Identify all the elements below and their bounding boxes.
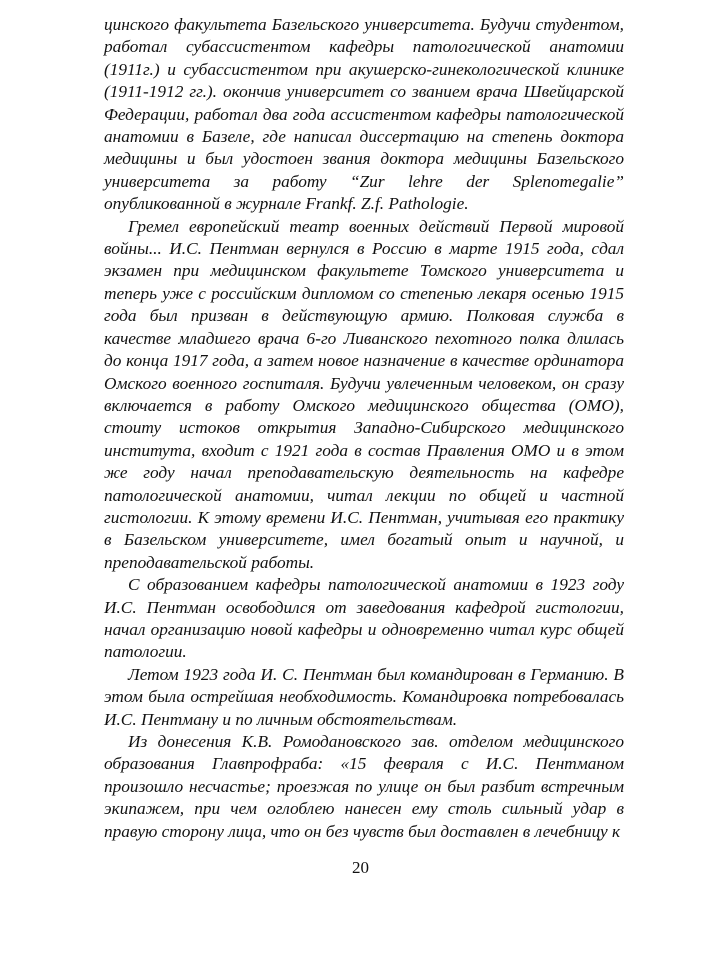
page-number: 20 [352, 858, 369, 877]
paragraph: С образованием кафедры патологической анатомии в 1923 году И.С. Пентман освободился от заведования кафедрой гистологии, начал организацию новой кафедры и одновременно читал курс общей патологии. [104, 575, 624, 662]
paragraph-continued: цинского факультета Базельского университета. Будучи студентом, работал субассистентом кафедры патологической анатомии (1911г.) и субассистентом при акушерско-гинекологической клинике (1911-1912 гг.). окончив университет со званием врача Швейцарской Федерации, работал два года ассистентом кафедры патологической анатомии в Базеле, где написал диссертацию на степень доктора медицины и был удостоен звания доктора медицины Базельского университета за работу “Zur lehre der Splenomegalie” опубликованной в журнале Frankf. Z.f. Pathologie. [104, 15, 624, 214]
paragraph: Гремел европейский театр военных действий Первой мировой войны... И.С. Пентман вернулся в Россию в марте 1915 года, сдал экзамен при медицинском факультете Томского университета и теперь уже с российским дипломом со степенью лекаря осенью 1915 года был призван в действующую армию. Полковая служба в качестве младшего врача 6-го Ливанского пехотного полка длилась до конца 1917 года, а затем новое назначение в качестве ординатора Омского военного госпиталя. Будучи увлеченным человеком, он сразу включается в работу Омского медицинского общества (ОМО), стоиту истоков открытия Западно-Сибирского медицинского института, входит с 1921 года в состав Правления ОМО и в этом же году начал преподавательскую деятельность на кафедре патологической анатомии, читал лекции по общей и частной гистологии. К этому времени И.С. Пентман, учитывая его практику в Базельском университете, имел богатый опыт и научной, и преподавательской работы. [104, 216, 624, 572]
paragraph: Из донесения К.В. Ромодановского зав. отделом медицинского образования Главпрофраба: «15 февраля с И.С. Пентманом произошло несчастье; проезжая по улице он был разбит встречным экипажем, при чем оглоблею нанесен ему столь сильный удар в правую сторону лица, что он без чувств был доставлен в лечебницу к [104, 732, 624, 841]
body-text [104, 14, 624, 843]
paragraph: Летом 1923 года И. С. Пентман был командирован в Германию. В этом была острейшая необходимость. Командировка потребовалась И.С. Пентману и по личным обстоятельствам. [104, 664, 624, 729]
